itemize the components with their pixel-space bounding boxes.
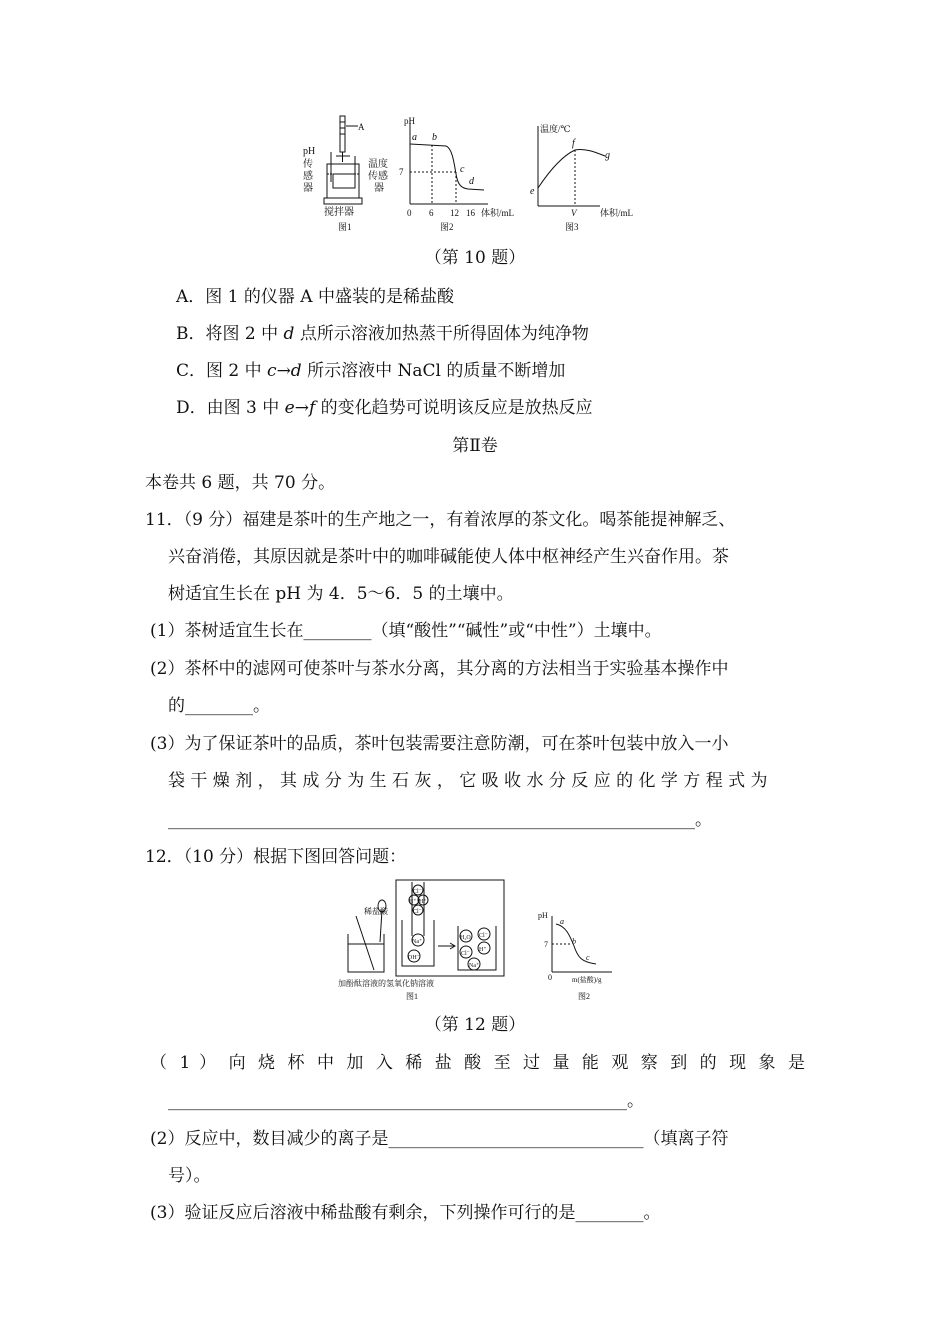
ph-curve-chart	[410, 118, 488, 204]
fig1-ph-label: pH	[303, 146, 316, 157]
q12-result-na: Na⁺	[469, 963, 480, 969]
q12-figure	[334, 876, 624, 1004]
fig2-point-d: d	[469, 176, 474, 187]
fig1-ph-sensor-char3: 器	[303, 183, 313, 194]
q10-option-d-suffix: 的变化趋势可说明该反应是放热反应	[315, 398, 593, 418]
fig2-tick-12: 12	[450, 208, 459, 218]
q10-option-c	[176, 360, 565, 382]
apparatus-diagram	[324, 116, 362, 204]
q10-option-b-var: d	[283, 324, 295, 344]
q12-result-cl-1: Cl⁻	[479, 933, 488, 939]
fig2-tick-6: 6	[429, 208, 434, 218]
q11-part2-line2: 的________。	[168, 696, 270, 716]
q10-figure	[300, 112, 660, 234]
fig1-temp-sensor-l1: 温度	[368, 159, 388, 170]
q10-option-c-prefix: C．图 2 中	[176, 361, 268, 381]
q12-part3: (3）验证反应后溶液中稀盐酸有剩余，下列操作可行的是________。	[150, 1203, 661, 1223]
fig2-tick-16: 16	[466, 208, 475, 218]
q10-option-c-var: c→d	[267, 361, 302, 381]
q10-option-c-suffix: 所示溶液中 NaCl 的质量不断增加	[301, 361, 566, 381]
fig2-y-axis-label: pH	[404, 116, 415, 126]
fig3-x-axis-label: 体积/mL	[600, 208, 633, 218]
fig3-point-f: f	[572, 138, 575, 149]
fig1-ph-sensor-char2: 感	[303, 171, 313, 182]
fig2-point-b: b	[432, 132, 437, 143]
q12-fig2-x-axis-label: m(盐酸)/g	[572, 976, 602, 984]
fig1-stirrer-label: 搅拌器	[324, 207, 354, 218]
q10-option-b	[176, 323, 589, 345]
q10-option-d-prefix: D．由图 3 中	[176, 398, 285, 418]
q10-option-d	[176, 397, 593, 419]
q12-fig2-origin: 0	[548, 973, 552, 982]
fig3-point-e: e	[530, 186, 535, 197]
q12-part2-line1: (2）反应中，数目减少的离子是______________________________（填离子符	[150, 1129, 729, 1149]
part2-title: 第Ⅱ卷	[452, 436, 498, 456]
q12-result-cl-2: Cl⁻	[461, 951, 470, 957]
q12-fig1-caption: 图1	[406, 992, 418, 1001]
q11-part1: (1）茶树适宜生长在________（填“酸性”“碱性”或“中性”）土壤中。	[150, 621, 662, 641]
q12-fig2-point-c: c	[586, 953, 590, 962]
q12-fig2-point-b: b	[572, 937, 576, 946]
q11-part2-line1: (2）茶杯中的滤网可使茶叶与茶水分离，其分离的方法相当于实验基本操作中	[150, 659, 729, 679]
fig1-caption: 图1	[338, 222, 352, 232]
q11-part3-line1: (3）为了保证茶叶的品质，茶叶包装需要注意防潮，可在茶叶包装中放入一小	[150, 734, 729, 754]
q12-fig1-acid-label: 稀盐酸	[364, 907, 388, 916]
q12-result-h: H⁺	[479, 947, 487, 953]
part2-intro: 本卷共 6 题，共 70 分。	[145, 473, 336, 493]
q12-part2-line2: 号）。	[168, 1166, 211, 1186]
q12-fig1-solution-label: 加酚酞溶液的氢氧化钠溶液	[338, 979, 434, 988]
fig3-caption: 图3	[565, 222, 579, 232]
q12-ion-cl-2: Cl⁻	[413, 909, 422, 915]
q12-fig2-y-axis-label: pH	[538, 911, 548, 920]
q12-ion-h-2: H⁺	[419, 899, 427, 905]
q10-caption: （第 10 题）	[424, 248, 526, 268]
q11-stem-line3: 树适宜生长在 pH 为 4．5～6．5 的土壤中。	[168, 584, 514, 604]
fig2-caption: 图2	[440, 222, 454, 232]
fig1-temp-sensor-l3: 器	[374, 183, 384, 194]
fig2-tick-7: 7	[399, 167, 404, 177]
q12-part1-line1: （ 1 ） 向 烧 杯 中 加 入 稀 盐 酸 至 过 量 能 观 察 到 的 现 象 是	[150, 1053, 805, 1073]
q12-stem: 12．（10 分）根据下图回答问题：	[145, 847, 407, 867]
q10-option-d-var: e→f	[284, 398, 316, 418]
q10-option-b-suffix: 点所示溶液加热蒸干所得固体为纯净物	[294, 324, 589, 344]
fig1-label-a: A	[358, 122, 365, 132]
q12-ion-cl-1: Cl⁻	[413, 889, 422, 895]
q10-option-a: A．图 1 的仪器 A 中盛装的是稀盐酸	[176, 287, 454, 307]
q10-option-b-prefix: B．将图 2 中	[176, 324, 284, 344]
fig2-point-a: a	[412, 132, 417, 143]
q11-stem-line1: 11．（9 分）福建是茶叶的生产地之一，有着浓厚的茶文化。喝茶能提神解乏、	[145, 510, 736, 530]
q12-part1-line2: ______________________________________________________。	[168, 1091, 644, 1111]
q12-ion-na: Na⁺	[412, 939, 423, 945]
q12-fig2-caption: 图2	[578, 992, 590, 1001]
fig3-point-g: g	[605, 150, 610, 161]
q12-fig2-tick-7: 7	[544, 940, 548, 949]
fig2-point-c: c	[460, 164, 465, 175]
q12-ion-h-1: H⁺	[409, 899, 417, 905]
q11-part3-line3: ______________________________________________________________。	[168, 810, 712, 830]
q12-ion-oh: OH⁻	[408, 955, 420, 961]
q12-caption: （第 12 题）	[424, 1015, 526, 1035]
fig2-tick-0: 0	[407, 208, 412, 218]
q12-result-h2o: H₂O	[460, 935, 471, 941]
fig1-temp-sensor-l2: 传感	[368, 171, 388, 182]
fig3-y-axis-label: 温度/℃	[540, 124, 571, 134]
fig1-ph-sensor-char1: 传	[303, 159, 313, 170]
fig3-tick-v: V	[571, 208, 577, 218]
q11-stem-line2: 兴奋消倦，其原因就是茶叶中的咖啡碱能使人体中枢神经产生兴奋作用。茶	[168, 547, 729, 567]
fig2-x-axis-label: 体积/mL	[481, 208, 514, 218]
q12-fig2-point-a: a	[560, 917, 564, 926]
q11-part3-line2: 袋 干 燥 剂 ， 其 成 分 为 生 石 灰 ， 它 吸 收 水 分 反 应 的 化 学 方 程 式 为	[168, 771, 768, 791]
